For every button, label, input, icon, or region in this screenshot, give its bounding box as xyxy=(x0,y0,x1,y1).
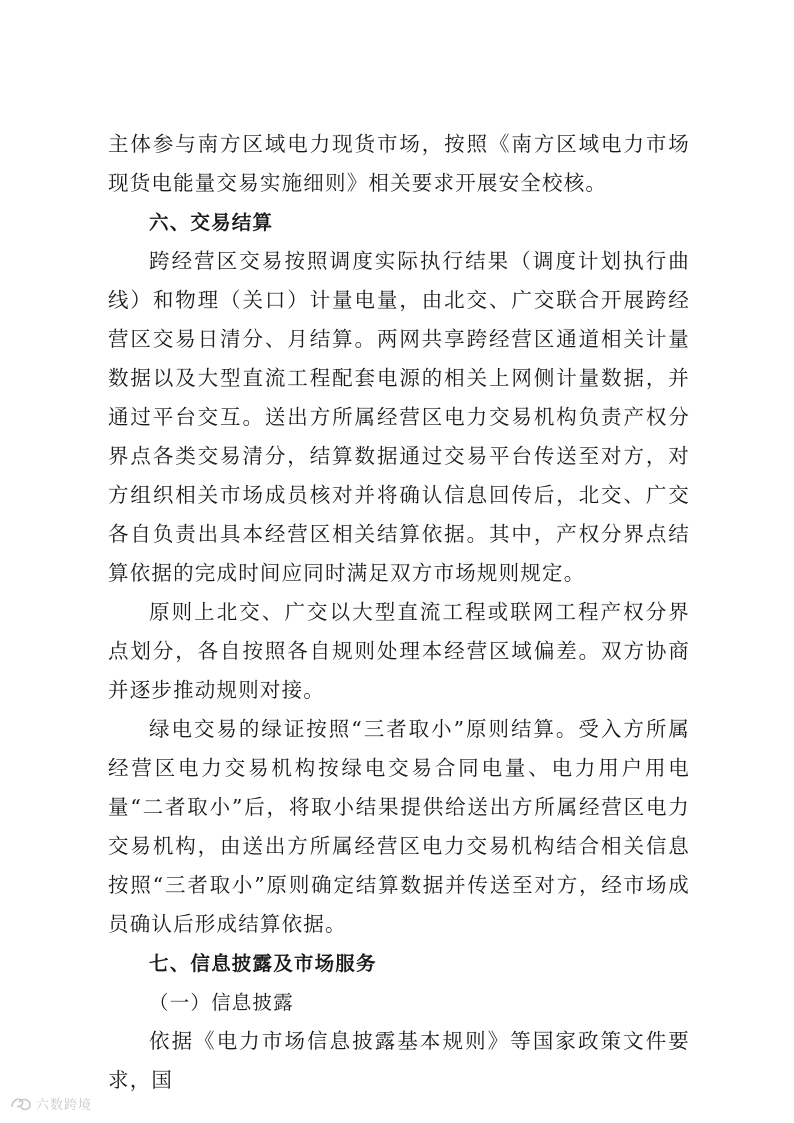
paragraph-settlement-process: 跨经营区交易按照调度实际执行结果（调度计划执行曲线）和物理（关口）计量电量，由北交、广交联合开展跨经营区交易日清分、月结算。两网共享跨经营区通道相关计量数据以及大型直流工程配套电源的相关上网侧计量数据，并通过平台交互。送出方所属经营区电力交易机构负责产权分界点各类交易清分，结算数据通过交易平台传送至对方，对方组织相关市场成员核对并将确认信息回传后，北交、广交各自负责出具本经营区相关结算依据。其中，产权分界点结算依据的完成时间应同时满足双方市场规则规定。 xyxy=(108,249,690,585)
paragraph-deviation-handling: 原则上北交、广交以大型直流工程或联网工程产权分界点划分，各自按照各自规则处理本经营区域偏差。双方协商并逐步推动规则对接。 xyxy=(108,600,690,702)
section-heading-disclosure: 七、信息披露及市场服务 xyxy=(149,952,377,975)
paragraph-continuation: 主体参与南方区域电力现货市场，按照《南方区域电力市场现货电能量交易实施细则》相关要求开展安全校核。 xyxy=(108,132,690,195)
paragraph-disclosure-rules: 依据《电力市场信息披露基本规则》等国家政策文件要求，国 xyxy=(108,1029,690,1092)
watermark xyxy=(10,1094,92,1113)
brand-logo-icon xyxy=(10,1095,32,1113)
document-body xyxy=(108,125,690,1100)
watermark-text: 六数跨境 xyxy=(36,1098,93,1113)
paragraph-green-certificate: 绿电交易的绿证按照“三者取小”原则结算。受入方所属经营区电力交易机构按绿电交易合同电量、电力用户用电量“二者取小”后，将取小结果提供给送出方所属经营区电力交易机构，由送出方所属经营区电力交易机构结合相关信息按照“三者取小”原则确定结算数据并传送至对方，经市场成员确认后形成结算依据。 xyxy=(108,717,690,936)
subsection-heading-info-disclosure: （一）信息披露 xyxy=(149,991,294,1014)
section-heading-settlement: 六、交易结算 xyxy=(149,211,274,234)
